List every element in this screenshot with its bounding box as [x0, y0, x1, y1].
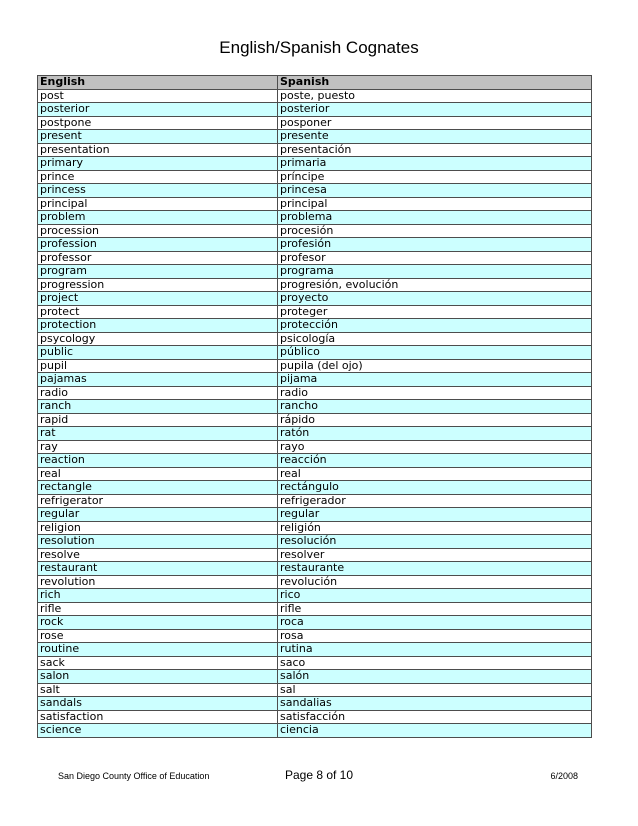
- table-row: [38, 670, 592, 684]
- table-row: [38, 697, 592, 711]
- spanish-word-cell: satisfacción: [278, 710, 592, 724]
- spanish-word-cell: sal: [278, 683, 592, 697]
- english-word-cell: rich: [38, 589, 278, 603]
- spanish-word-cell: pupila (del ojo): [278, 359, 592, 373]
- english-word-cell: professor: [38, 251, 278, 265]
- english-word-cell: problem: [38, 211, 278, 225]
- english-word-cell: sandals: [38, 697, 278, 711]
- table-row: [38, 305, 592, 319]
- table-row: [38, 494, 592, 508]
- english-word-cell: protect: [38, 305, 278, 319]
- table-row: [38, 454, 592, 468]
- table-row: [38, 373, 592, 387]
- spanish-word-cell: rifle: [278, 602, 592, 616]
- table-row: [38, 143, 592, 157]
- cognates-table: [37, 75, 592, 738]
- table-row: [38, 508, 592, 522]
- spanish-word-cell: resolver: [278, 548, 592, 562]
- table-row: [38, 724, 592, 738]
- table-row: [38, 157, 592, 171]
- english-word-cell: reaction: [38, 454, 278, 468]
- spanish-word-cell: sandalias: [278, 697, 592, 711]
- spanish-word-cell: proteger: [278, 305, 592, 319]
- english-word-cell: resolve: [38, 548, 278, 562]
- english-word-cell: restaurant: [38, 562, 278, 576]
- table-row: [38, 265, 592, 279]
- english-word-cell: rapid: [38, 413, 278, 427]
- spanish-word-cell: procesión: [278, 224, 592, 238]
- table-row: [38, 238, 592, 252]
- table-row: [38, 197, 592, 211]
- english-word-cell: protection: [38, 319, 278, 333]
- table-row: [38, 116, 592, 130]
- column-header-english: English: [38, 76, 278, 90]
- spanish-word-cell: real: [278, 467, 592, 481]
- footer-date: 6/2008: [550, 771, 578, 781]
- english-word-cell: profession: [38, 238, 278, 252]
- spanish-word-cell: pijama: [278, 373, 592, 387]
- table-body: [38, 89, 592, 737]
- english-word-cell: science: [38, 724, 278, 738]
- english-word-cell: ranch: [38, 400, 278, 414]
- table-row: [38, 710, 592, 724]
- table-row: [38, 386, 592, 400]
- table-row: [38, 251, 592, 265]
- column-header-spanish: Spanish: [278, 76, 592, 90]
- table-row: [38, 535, 592, 549]
- spanish-word-cell: rancho: [278, 400, 592, 414]
- english-word-cell: rat: [38, 427, 278, 441]
- english-word-cell: present: [38, 130, 278, 144]
- english-word-cell: procession: [38, 224, 278, 238]
- english-word-cell: ray: [38, 440, 278, 454]
- spanish-word-cell: rayo: [278, 440, 592, 454]
- table-row: [38, 346, 592, 360]
- english-word-cell: rose: [38, 629, 278, 643]
- english-word-cell: presentation: [38, 143, 278, 157]
- table-row: [38, 278, 592, 292]
- english-word-cell: resolution: [38, 535, 278, 549]
- spanish-word-cell: poste, puesto: [278, 89, 592, 103]
- table-row: [38, 170, 592, 184]
- english-word-cell: psycology: [38, 332, 278, 346]
- spanish-word-cell: rosa: [278, 629, 592, 643]
- english-word-cell: princess: [38, 184, 278, 198]
- spanish-word-cell: primaria: [278, 157, 592, 171]
- english-word-cell: regular: [38, 508, 278, 522]
- spanish-word-cell: progresión, evolución: [278, 278, 592, 292]
- english-word-cell: postpone: [38, 116, 278, 130]
- table-row: [38, 575, 592, 589]
- table-row: [38, 521, 592, 535]
- spanish-word-cell: regular: [278, 508, 592, 522]
- english-word-cell: salt: [38, 683, 278, 697]
- english-word-cell: salon: [38, 670, 278, 684]
- english-word-cell: pupil: [38, 359, 278, 373]
- english-word-cell: sack: [38, 656, 278, 670]
- english-word-cell: refrigerator: [38, 494, 278, 508]
- english-word-cell: primary: [38, 157, 278, 171]
- table-row: [38, 319, 592, 333]
- spanish-word-cell: presentación: [278, 143, 592, 157]
- spanish-word-cell: rico: [278, 589, 592, 603]
- spanish-word-cell: radio: [278, 386, 592, 400]
- table-row: [38, 89, 592, 103]
- spanish-word-cell: roca: [278, 616, 592, 630]
- table-row: [38, 400, 592, 414]
- english-word-cell: religion: [38, 521, 278, 535]
- table-row: [38, 103, 592, 117]
- english-word-cell: principal: [38, 197, 278, 211]
- table-row: [38, 616, 592, 630]
- english-word-cell: prince: [38, 170, 278, 184]
- spanish-word-cell: proyecto: [278, 292, 592, 306]
- spanish-word-cell: religión: [278, 521, 592, 535]
- spanish-word-cell: psicología: [278, 332, 592, 346]
- table-header-row: [38, 76, 592, 90]
- footer-organization: San Diego County Office of Education: [58, 771, 210, 781]
- spanish-word-cell: problema: [278, 211, 592, 225]
- english-word-cell: radio: [38, 386, 278, 400]
- spanish-word-cell: presente: [278, 130, 592, 144]
- english-word-cell: posterior: [38, 103, 278, 117]
- table-row: [38, 440, 592, 454]
- spanish-word-cell: salón: [278, 670, 592, 684]
- spanish-word-cell: princesa: [278, 184, 592, 198]
- table-row: [38, 656, 592, 670]
- table-row: [38, 643, 592, 657]
- table-row: [38, 184, 592, 198]
- english-word-cell: program: [38, 265, 278, 279]
- spanish-word-cell: programa: [278, 265, 592, 279]
- english-word-cell: real: [38, 467, 278, 481]
- spanish-word-cell: restaurante: [278, 562, 592, 576]
- english-word-cell: satisfaction: [38, 710, 278, 724]
- spanish-word-cell: rápido: [278, 413, 592, 427]
- spanish-word-cell: protección: [278, 319, 592, 333]
- spanish-word-cell: resolución: [278, 535, 592, 549]
- spanish-word-cell: revolución: [278, 575, 592, 589]
- spanish-word-cell: ratón: [278, 427, 592, 441]
- english-word-cell: routine: [38, 643, 278, 657]
- table-row: [38, 548, 592, 562]
- table-row: [38, 359, 592, 373]
- table-row: [38, 467, 592, 481]
- table-row: [38, 211, 592, 225]
- table-row: [38, 292, 592, 306]
- table-row: [38, 481, 592, 495]
- spanish-word-cell: rectángulo: [278, 481, 592, 495]
- english-word-cell: rifle: [38, 602, 278, 616]
- table-row: [38, 332, 592, 346]
- table-row: [38, 413, 592, 427]
- spanish-word-cell: posponer: [278, 116, 592, 130]
- spanish-word-cell: príncipe: [278, 170, 592, 184]
- english-word-cell: project: [38, 292, 278, 306]
- table-row: [38, 562, 592, 576]
- spanish-word-cell: público: [278, 346, 592, 360]
- table-row: [38, 427, 592, 441]
- spanish-word-cell: saco: [278, 656, 592, 670]
- spanish-word-cell: ciencia: [278, 724, 592, 738]
- spanish-word-cell: refrigerador: [278, 494, 592, 508]
- spanish-word-cell: profesor: [278, 251, 592, 265]
- table-row: [38, 629, 592, 643]
- english-word-cell: pajamas: [38, 373, 278, 387]
- table-row: [38, 130, 592, 144]
- spanish-word-cell: principal: [278, 197, 592, 211]
- english-word-cell: revolution: [38, 575, 278, 589]
- english-word-cell: rock: [38, 616, 278, 630]
- english-word-cell: public: [38, 346, 278, 360]
- spanish-word-cell: posterior: [278, 103, 592, 117]
- spanish-word-cell: reacción: [278, 454, 592, 468]
- table-row: [38, 602, 592, 616]
- table-row: [38, 683, 592, 697]
- footer-page-number: Page 8 of 10: [284, 768, 354, 782]
- english-word-cell: rectangle: [38, 481, 278, 495]
- spanish-word-cell: rutina: [278, 643, 592, 657]
- table-row: [38, 589, 592, 603]
- english-word-cell: post: [38, 89, 278, 103]
- table-row: [38, 224, 592, 238]
- english-word-cell: progression: [38, 278, 278, 292]
- spanish-word-cell: profesión: [278, 238, 592, 252]
- document-title: English/Spanish Cognates: [219, 38, 419, 57]
